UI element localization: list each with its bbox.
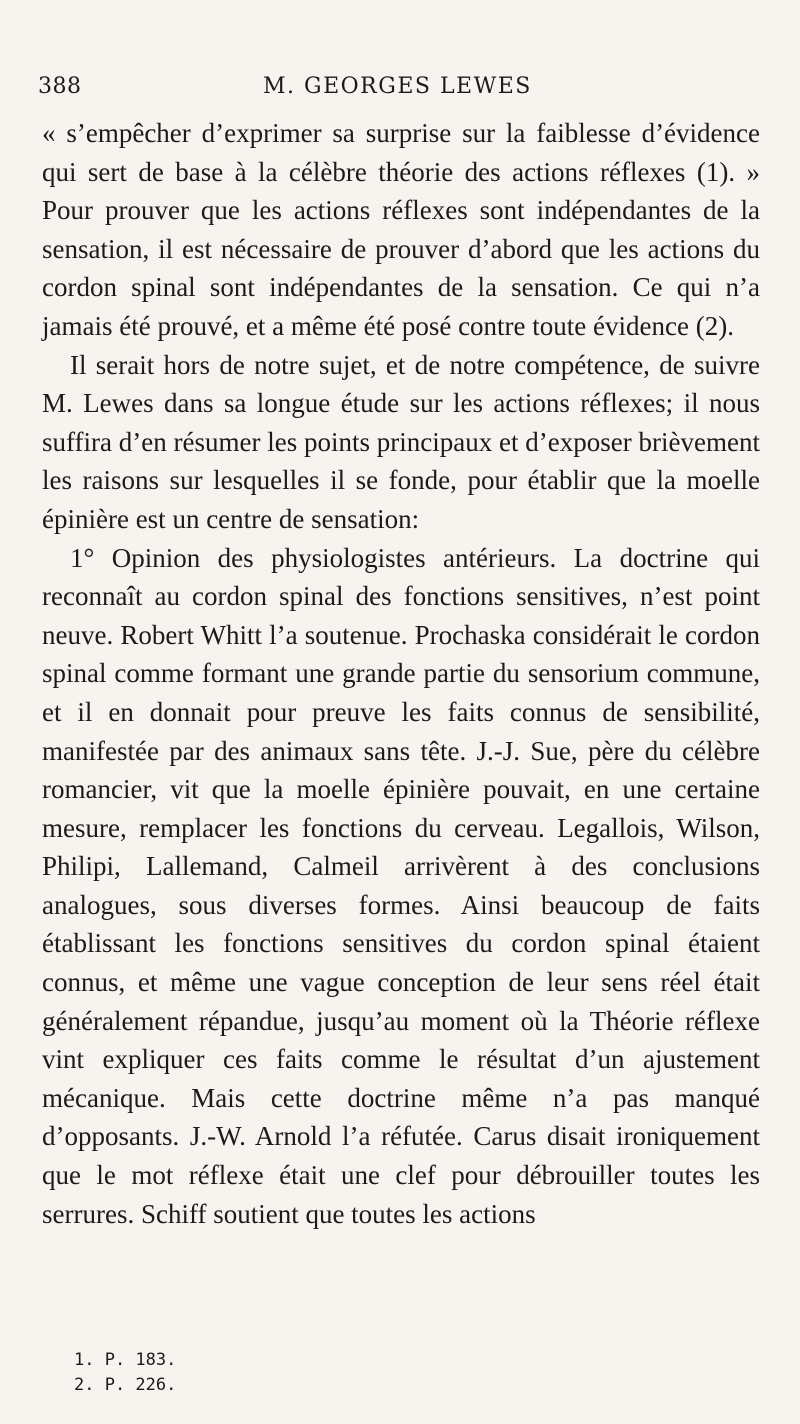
footnotes [74,1348,176,1398]
paragraph-2: Il serait hors de notre sujet, et de notre compétence, de suivre M. Lewes dans sa longue étude sur les actions réflexes; il nous suffira d’en résumer les points principaux et d’exposer brièvement les raisons sur lesquelles il se fonde, pour établir que la moelle épinière est un centre de sensation: [42,349,760,534]
running-title: M. GEORGES LEWES [263,74,532,99]
footnote-2: 2. P. 226. [74,1375,177,1395]
paragraph-1: « s’empêcher d’exprimer sa surprise sur la faiblesse d’évidence qui sert de base à la célèbre théorie des actions réflexes (1). » Pour prouver que les actions réflexes sont indépendantes de la sensation, il est nécessaire de prouver d’abord que les actions du cordon spinal sont indépendantes de la sensation. Ce qui n’a jamais été prouvé, et a même été posé contre toute évidence (2). [42,118,760,341]
body-text [42,114,760,1233]
paragraph-3: 1° Opinion des physiologistes antérieurs. La doctrine qui reconnaît au cordon spinal des fonctions sensitives, n’est point neuve. Robert Whitt l’a soutenue. Prochaska considérait le cordon spinal comme formant une grande partie du sensorium commune, et il en donnait pour preuve les faits connus de sensibilité, manifestée par des animaux sans tête. J.-J. Sue, père du célèbre romancier, vit que la moelle épinière pouvait, en une certaine mesure, remplacer les fonctions du cerveau. Legallois, Wilson, Philipi, Lallemand, Calmeil arrivèrent à des conclusions analogues, sous diverses formes. Ainsi beaucoup de faits établissant les fonctions sensitives du cordon spinal étaient connus, et même une vague conception de leur sens réel était généralement répandue, jusqu’au moment où la Théorie réflexe vint expliquer ces faits comme le résultat d’un ajustement mécanique. Mais cette doctrine même n’a pas manqué d’opposants. J.-W. Arnold l’a réfutée. Carus disait ironiquement que le mot réflexe était une clef pour débrouiller toutes les serrures. Schiff soutient que toutes les actions [42,542,760,1229]
page-number: 388 [38,74,82,99]
running-header [38,70,762,104]
footnote-1: 1. P. 183. [74,1350,177,1370]
